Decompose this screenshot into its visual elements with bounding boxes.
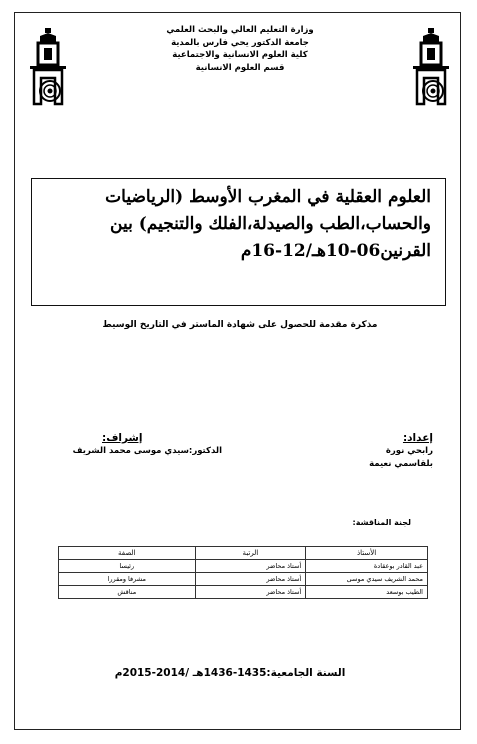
memo-subtitle: مذكرة مقدمة للحصول على شهادة الماستر في التاريخ الوسيط [102, 320, 378, 330]
thesis-title-box [31, 178, 446, 306]
university-name: جامعة الدكتور يحي فارس بالمدية [171, 37, 309, 48]
table-row [59, 573, 428, 586]
table-cell: أستاذ محاضر [195, 560, 306, 573]
department-name: قسم العلوم الانسانية [195, 62, 285, 73]
column-header: الأستاذ [306, 547, 428, 560]
table-cell: محمد الشريف سيدي موسى [306, 573, 428, 586]
table-cell: مشرفا ومقررا [59, 573, 196, 586]
table-cell: أستاذ محاضر [195, 573, 306, 586]
jury-table [58, 546, 428, 599]
table-cell: عبد القادر بوعقادة [306, 560, 428, 573]
university-logo-icon [26, 28, 70, 106]
table-row [59, 586, 428, 599]
table-cell: أستاذ محاضر [195, 586, 306, 599]
column-header: الرتبة [195, 547, 306, 560]
student-name: رابحي نورة [385, 446, 433, 456]
academic-year: السنة الجامعية:1435-1436هـ /2014-2015م [114, 667, 346, 679]
institution-header [110, 24, 370, 74]
column-header: الصفة [59, 547, 196, 560]
faculty-name: كلية العلوم الانسانية والاجتماعية [172, 50, 308, 60]
supervisor-label: إشراف: [102, 432, 143, 444]
university-logo-icon [409, 28, 453, 106]
prepared-by-label: إعداد: [402, 432, 433, 444]
page-border [14, 12, 461, 730]
supervisor-name: الدكتور:سيدي موسى محمد الشريف [72, 446, 222, 456]
committee-label: لجنة المناقشة: [352, 518, 411, 527]
ministry-name: وزارة التعليم العالي والبحث العلمي [166, 25, 314, 35]
student-name: بلقاسمي نعيمة [369, 459, 433, 469]
table-header-row [59, 547, 428, 560]
supervisor-block [32, 432, 222, 458]
table-cell: الطيب بوسعد [306, 586, 428, 599]
thesis-title-line: والحساب،الطب والصيدلة،الفلك والتنجيم) بين [110, 214, 431, 234]
prepared-by-block [369, 432, 433, 471]
table-cell: مناقش [59, 586, 196, 599]
table-cell: رئيسا [59, 560, 196, 573]
table-row [59, 560, 428, 573]
thesis-title-line: القرنين06-10هـ/12-16م [240, 241, 431, 261]
thesis-title-line: العلوم العقلية في المغرب الأوسط (الرياضيات [105, 187, 431, 207]
